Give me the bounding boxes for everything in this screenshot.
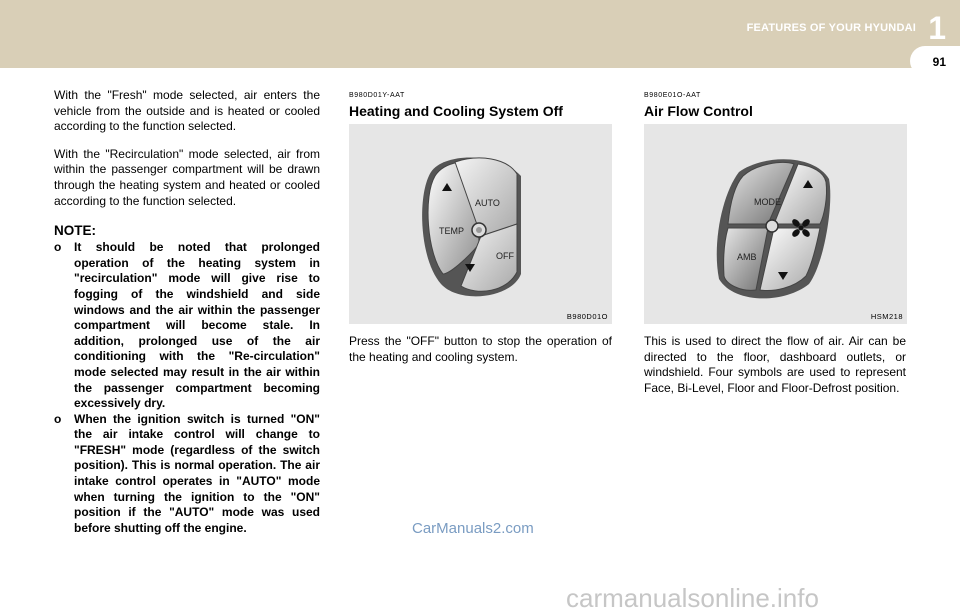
footer-watermark: carmanualsonline.info xyxy=(566,583,819,613)
amb-label: AMB xyxy=(737,252,757,262)
temp-label: TEMP xyxy=(439,226,465,236)
watermark-link[interactable]: CarManuals2.com xyxy=(412,520,534,537)
off-description: Press the "OFF" button to stop the operation of the heating and cooling system. xyxy=(349,334,612,364)
hvac-off-figure xyxy=(349,124,612,324)
column-3 xyxy=(644,88,906,408)
note-bullet: o xyxy=(54,240,62,255)
note-text: It should be noted that prolonged operation of the heating system in "recirculation" mode will give rise to fogging of the windshield and side windows and the air within the passenger compartment will become stale. In addition, prolonged use of the air conditioning with the "Re-circulation" mode selected may result in the air within the passenger compartment becoming excessively dry. xyxy=(74,240,320,411)
mode-label: MODE xyxy=(754,197,781,207)
column-2 xyxy=(349,88,612,377)
note-list xyxy=(54,240,320,536)
recirculation-mode-paragraph: With the "Recirculation" mode selected, air from within the passenger compartment will be drawn through the heating system and heated or cooled according to the function selected. xyxy=(54,146,320,208)
auto-label: AUTO xyxy=(475,198,500,208)
section-title: FEATURES OF YOUR HYUNDAI xyxy=(746,22,916,34)
air-flow-figure xyxy=(644,124,907,324)
off-label: OFF xyxy=(496,251,514,261)
column-1 xyxy=(54,88,320,536)
note-heading: NOTE: xyxy=(54,223,96,239)
chapter-number: 1 xyxy=(928,10,946,46)
figure-code: HSM218 xyxy=(870,312,903,321)
note-bullet: o xyxy=(54,411,62,426)
figure-code: B980D01O xyxy=(566,312,608,321)
hvac-off-switch-illustration xyxy=(349,124,612,324)
section-heading: Air Flow Control xyxy=(644,103,753,119)
note-text: When the ignition switch is turned "ON" the air intake control will change to "FRESH" mode (regardless of the switch position). This is normal operation. The air intake control operates in "AUTO" mode when turning the ignition to the "ON" position if the "AUTO" mode was used before shutting off the engine. xyxy=(74,411,320,535)
page-number: 91 xyxy=(932,55,946,69)
air-flow-switch-illustration xyxy=(644,124,907,324)
header-band xyxy=(0,0,960,68)
section-heading: Heating and Cooling System Off xyxy=(349,103,563,119)
section-code: B980E01O-AAT xyxy=(644,92,701,99)
note-item xyxy=(54,240,320,412)
section-code: B980D01Y-AAT xyxy=(349,92,405,99)
note-item xyxy=(54,412,320,537)
air-flow-description: This is used to direct the flow of air. Air can be directed to the floor, dashboard outlets, or windshield. Four symbols are used to represent Face, Bi-Level, Floor and Floor-Defrost position. xyxy=(644,334,906,395)
fresh-mode-paragraph: With the "Fresh" mode selected, air enters the vehicle from the outside and is heated or cooled according to the function selected. xyxy=(54,88,320,134)
